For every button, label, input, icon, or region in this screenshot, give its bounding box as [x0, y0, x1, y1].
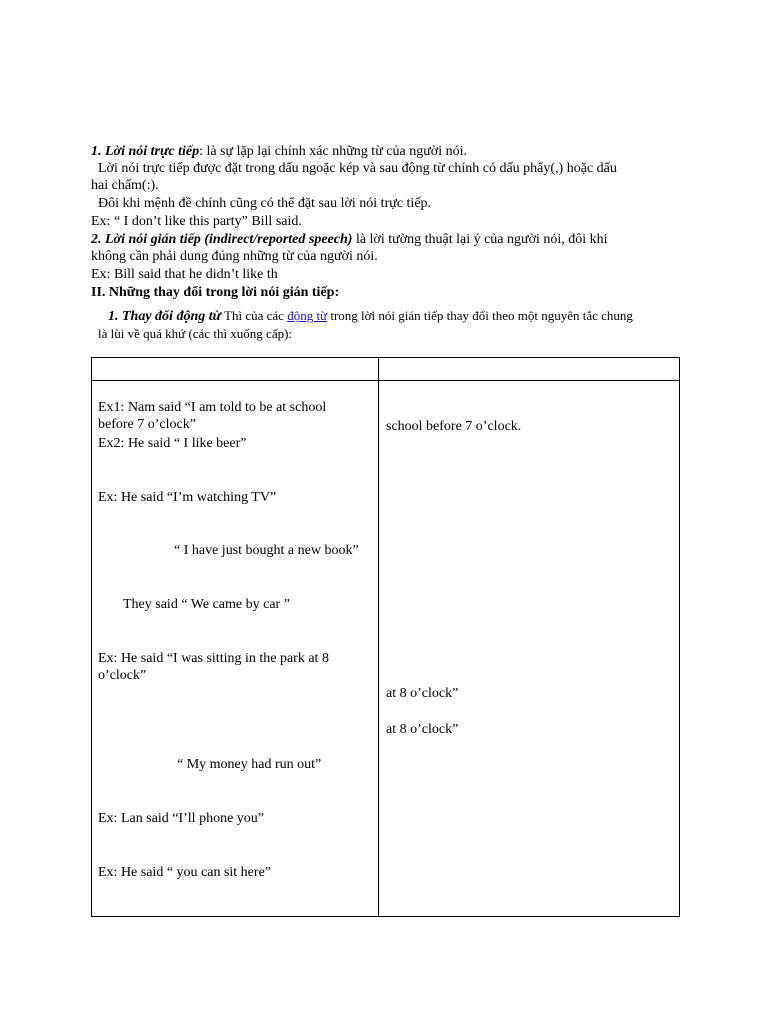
- example-4: “ I have just bought a new book”: [174, 543, 359, 558]
- indirect-speech-line: [91, 231, 608, 248]
- verb-link[interactable]: động từ: [287, 308, 328, 323]
- table-body-row: [92, 381, 680, 917]
- example-1a: Ex1: Nam said “I am told to be at school: [98, 400, 327, 415]
- example-7: “ My money had run out”: [177, 757, 322, 772]
- example-5: They said “ We came by car ”: [123, 597, 290, 612]
- changes-heading: II. Những thay đổi trong lời nói gián tiếp:: [91, 285, 340, 300]
- example-3: Ex: He said “I’m watching TV”: [98, 490, 277, 505]
- example-2: Ex2: He said “ I like beer”: [98, 436, 247, 451]
- example-8: Ex: Lan said “I’ll phone you”: [98, 811, 265, 826]
- indirect-speech-definition: là lời tường thuật lại ý của người nói, đôi khi: [352, 232, 608, 247]
- example-9: Ex: He said “ you can sit here”: [98, 865, 271, 880]
- direct-speech-line: [91, 143, 467, 160]
- direct-speech-definition: : là sự lặp lại chính xác những từ của người nói.: [199, 144, 467, 159]
- example-1b: before 7 o’clock”: [98, 417, 196, 432]
- verb-change-line: [108, 307, 633, 325]
- verb-change-text-2: trong lời nói gián tiếp thay đổi theo một nguyên tắc chung: [327, 308, 633, 323]
- reported-1: school before 7 o’clock.: [386, 419, 522, 434]
- reported-speech-column: [379, 381, 680, 917]
- direct-speech-rule-2: Đôi khi mệnh đề chính cũng có thể đặt sau lời nói trực tiếp.: [98, 196, 432, 211]
- example-6b: o’clock”: [98, 668, 147, 683]
- table-header-row: [92, 358, 680, 381]
- indirect-speech-definition-cont: không cần phải dung đúng những từ của người nói.: [91, 249, 378, 264]
- direct-speech-heading: 1. Lời nói trực tiếp: [91, 144, 200, 159]
- verb-change-line-2: là lùi về quá khứ (các thì xuống cấp):: [98, 326, 293, 341]
- reported-2: at 8 o’clock”: [386, 686, 459, 701]
- verb-change-heading: 1. Thay đổi động từ: [108, 309, 222, 324]
- tense-change-table: [91, 357, 680, 917]
- indirect-speech-example: Ex: Bill said that he didn’t like th: [91, 267, 278, 282]
- direct-speech-rule-1-cont: hai chấm(:).: [91, 178, 159, 193]
- indirect-speech-heading: 2. Lời nói gián tiếp (indirect/reported speech): [91, 232, 353, 247]
- header-cell-right: [379, 358, 680, 381]
- direct-speech-example: Ex: “ I don’t like this party” Bill said.: [91, 214, 302, 229]
- reported-3: at 8 o’clock”: [386, 722, 459, 737]
- example-6a: Ex: He said “I was sitting in the park at 8: [98, 651, 329, 666]
- header-cell-left: [92, 358, 379, 381]
- direct-speech-rule-1: Lời nói trực tiếp được đặt trong dấu ngoặc kép và sau động từ chính có dấu phẩy(,) hoặc dấu: [98, 161, 617, 176]
- verb-change-text-1: Thì của các: [221, 308, 288, 323]
- direct-speech-column: [92, 381, 379, 917]
